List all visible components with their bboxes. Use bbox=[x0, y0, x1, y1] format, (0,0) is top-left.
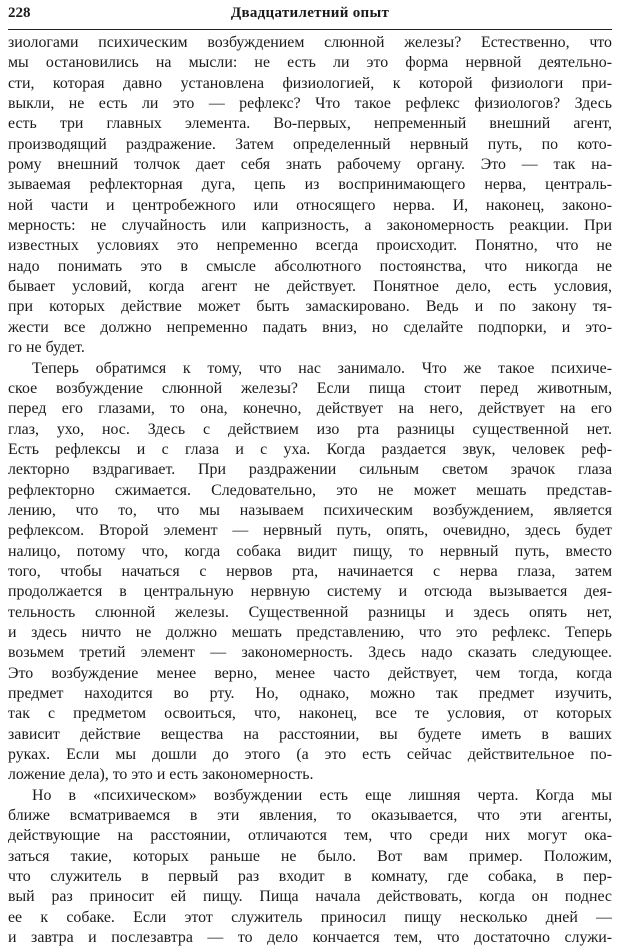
text-line: известных условиях это непременно всегда происходит. Понятно, что не bbox=[8, 237, 612, 255]
text-line: го не будет. bbox=[8, 339, 85, 357]
text-line: есть три главных элемента. Во-первых, непременный внешний агент, bbox=[8, 115, 612, 133]
text-line: налицо, потому что, когда собака видит пищу, то нервный путь, вместо bbox=[8, 542, 612, 560]
text-line: бывает условий, когда агент не действует. Понятное дело, есть условия, bbox=[8, 278, 612, 296]
text-line: зависит действие вещества на расстоянии, вы будете иметь в ваших bbox=[8, 725, 612, 743]
text-line: заться такие, которых раньше не было. Вот вам пример. Положим, bbox=[8, 847, 612, 865]
text-line: лекторно вздрагивает. При раздражении сильным светом зрачок глаза bbox=[8, 461, 612, 479]
text-line: рефлекторно сжимается. Следовательно, это не может мешать представ- bbox=[8, 481, 612, 499]
text-line: того, чтобы начаться с нервов рта, начинается с нерва глаза, затем bbox=[8, 562, 612, 580]
text-line: рому внешний толчок дает себя знать рабочему органу. Это — так на- bbox=[8, 156, 612, 174]
body-text bbox=[8, 33, 612, 948]
text-line: при которых действие может быть замаскировано. Ведь и по закону тя- bbox=[8, 298, 612, 316]
text-line: глаз, ухо, нос. Здесь с действием изо рта разницы существенной нет. bbox=[8, 420, 612, 438]
text-line: возьмем третий элемент — закономерность. Здесь надо сказать следующее. bbox=[8, 644, 612, 662]
text-line: Есть рефлексы и с глаза и с уха. Когда раздается звук, человек реф- bbox=[8, 440, 612, 458]
page-header bbox=[8, 3, 612, 30]
text-line: предмет находится во рту. Но, однако, можно так предмет изучить, bbox=[8, 685, 612, 702]
text-line: тельность слюнной железы. Существенной разницы и здесь опять нет, bbox=[8, 603, 612, 621]
text-line: надо понимать это в смысле абсолютного постоянства, что никогда не bbox=[8, 257, 612, 275]
text-line: рефлексом. Второй элемент — нервный путь, опять, очевидно, здесь будет bbox=[8, 522, 612, 540]
text-line: вый раз приносит ей пищу. Пища начала действовать, когда он поднес bbox=[8, 888, 612, 906]
text-line: мы остановились на мысли: не есть ли это форма нервной деятельно- bbox=[8, 54, 612, 72]
text-line: зиологами психическим возбуждением слюнной железы? Естественно, что bbox=[8, 34, 612, 51]
text-line: мерность: не случайность или капризность, а закономерность реакции. При bbox=[8, 217, 612, 235]
text-line: Но в «психическом» возбуждении есть еще лишняя черта. Когда мы bbox=[32, 786, 612, 804]
text-line: перед его глазами, то она, конечно, действует на него, действует на его bbox=[8, 400, 612, 418]
text-line: ское возбуждение слюнной железы? Если пища стоит перед животным, bbox=[8, 379, 612, 397]
running-title: Двадцатилетний опыт bbox=[230, 5, 390, 21]
paragraph bbox=[8, 786, 612, 948]
text-line: продолжается в центральную нервную систему и отсюда вызывается дея- bbox=[8, 583, 612, 601]
page-number: 228 bbox=[8, 5, 31, 21]
text-line: ближе всматриваемся в эти явления, то оказывается, что эти агенты, bbox=[8, 807, 612, 825]
text-line: производящий раздражение. Затем определенный нервный путь, по кото- bbox=[8, 135, 612, 153]
text-line: что служитель в первый раз входит в комнату, где собака, в пер- bbox=[8, 868, 612, 886]
text-line: так с предметом освоиться, что, наконец, все те условия, от которых bbox=[8, 705, 612, 723]
text-line: ложение дела), то это и есть закономерность. bbox=[8, 766, 314, 784]
text-line: и завтра и послезавтра — то дело кончается тем, что достаточно служи- bbox=[8, 929, 612, 947]
text-line: лению, что то, что мы называем психическим возбуждением, является bbox=[8, 501, 612, 519]
text-line: ее к собаке. Если этот служитель приносил пищу несколько дней — bbox=[8, 908, 612, 926]
text-line: действующие на расстоянии, отличаются тем, что среди них могут ока- bbox=[8, 827, 612, 845]
paragraph bbox=[8, 359, 612, 786]
text-line: сти, которая давно установлена физиологией, к которой физиологи при- bbox=[8, 74, 612, 92]
text-line: Это возбуждение менее верно, менее часто действует, чем тогда, когда bbox=[8, 664, 612, 682]
text-line: зываемая рефлекторная дуга, цепь из воспринимающего нерва, централь- bbox=[8, 176, 612, 194]
text-line: ной части и центробежного или относящего нерва. И, наконец, законо- bbox=[8, 196, 612, 214]
text-line: Теперь обратимся к тому, что нас занимало. Что же такое психиче- bbox=[32, 359, 612, 377]
text-line: выкли, не есть ли это — рефлекс? Что такое рефлекс физиологов? Здесь bbox=[8, 95, 612, 113]
text-line: руках. Если мы дошли до этого (а это есть сейчас действительное по- bbox=[8, 746, 612, 764]
paragraph bbox=[8, 33, 612, 359]
text-line: жести все должно непременно падать вниз, но сделайте подпорки, и это- bbox=[8, 318, 612, 336]
text-line: и здесь ничто не должно мешать представлению, что это рефлекс. Теперь bbox=[8, 623, 612, 641]
